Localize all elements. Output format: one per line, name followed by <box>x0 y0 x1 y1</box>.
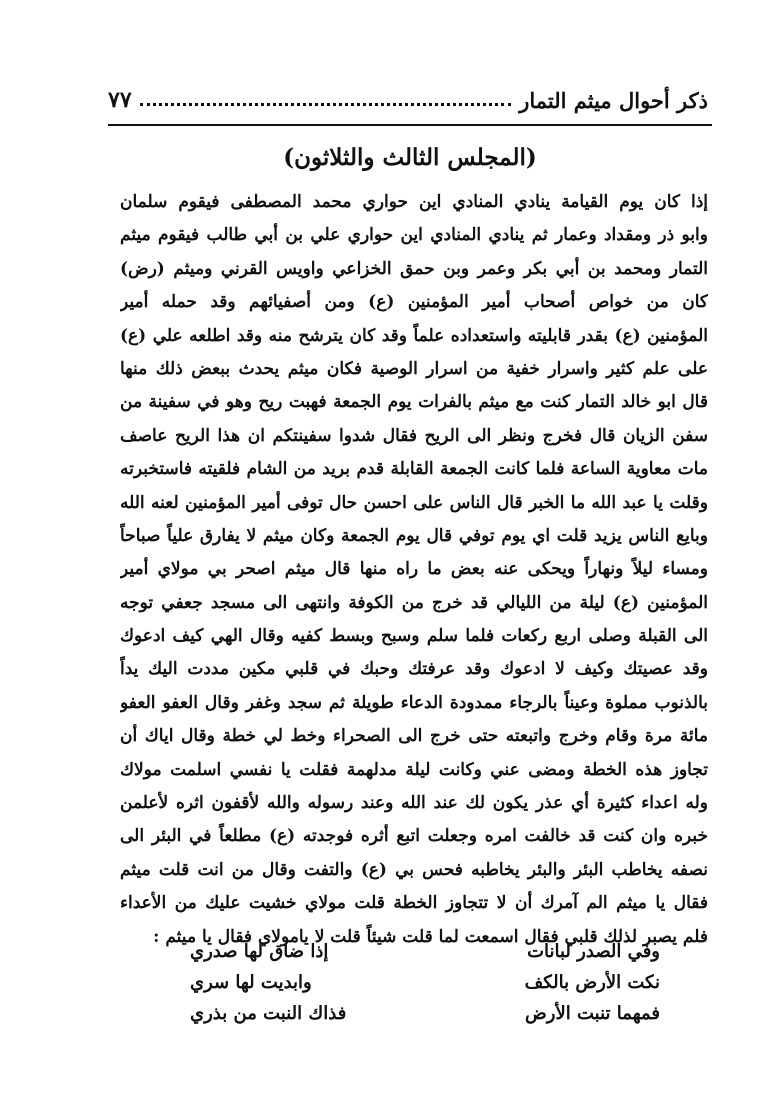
text-line: الى القبلة وصلى اربع ركعات فلما سلم وسبح وبسط كفيه وقال الهي كيف ادعوك <box>120 626 708 647</box>
text-line: سفن الزيان قال فخرج ونظر الى الريح فقال شدوا سفينتكم ان هذا الريح عاصف <box>120 425 708 446</box>
header-title: ذكر أحوال ميثم التمار <box>519 87 708 113</box>
text-line: خبره وان كنت قد خالفت امره وجعلت اتبع أثره فوجدته (ع) مطلعاً في البئر الى <box>120 826 708 847</box>
poem-hemistich-first: وفي الصدر لبانات <box>527 941 660 962</box>
text-line: على علم كثير واسرار خفية من اسرار الوصية فكان ميثم يحدث ببعض ذلك منها <box>120 358 708 379</box>
text-line: مائة مرة وقام وخرج واتبعته حتى خرج الى الصحراء وخط لي خطة وقال اياك أن <box>120 726 708 747</box>
text-line: المؤمنين (ع) ليلة من الليالي قد خرج من الكوفة وانتهى الى مسجد جعفي توجه <box>120 592 708 613</box>
text-line: التمار ومحمد بن أبي بكر وعمر وبن حمق الخزاعي واويس القرني وميثم (رض) <box>120 258 708 279</box>
text-line: بالذنوب مملوة وعيناً بالرجاء ممدودة الدعاء طويلة ثم سجد وغفر وقال العفو العفو <box>120 692 708 713</box>
poem-hemistich-first: فمهما تنبت الأرض <box>525 1003 660 1024</box>
text-line: تجاوز هذه الخطة ومضى عني وكانت ليلة مدلهمة فقلت يا نفسي اسلمت مولاك <box>120 759 708 780</box>
text-line: ومساء ليلاً ونهاراً ويحكى عنه بعض ما راه منها قال ميثم اصحر بي مولاي أمير <box>120 559 708 580</box>
poem-hemistich-second: وابديت لها سري <box>190 972 312 993</box>
page-number: ٧٧ <box>108 87 132 113</box>
poem-verse <box>190 936 660 967</box>
poem-hemistich-second: فذاك النبت من بذري <box>190 1003 347 1024</box>
text-line: المؤمنين (ع) بقدر قابليته واستعداده علماً وقد كان يترشح منه وقد اطلعه علي (ع) <box>120 325 708 346</box>
poem-verse <box>190 998 660 1029</box>
running-header <box>108 78 708 122</box>
body-text <box>120 186 708 954</box>
text-line: وابو ذر ومقداد وعمار ثم ينادي المنادي اين حواري علي بن أبي طالب فيقوم ميثم <box>120 225 708 246</box>
text-line: مات معاوية الساعة فلما كانت الجمعة القابلة قدم بريد من الشام فلقيته فاستخبرته <box>120 459 708 480</box>
text-line: قال ابو خالد التمار كنت مع ميثم بالفرات يوم الجمعة فهبت ريح وهو في سفينة من <box>120 392 708 413</box>
text-line: كان من خواص أصحاب أمير المؤمنين (ع) ومن أصفيائهم وقد حمله أمير <box>120 292 708 313</box>
poem <box>190 936 660 1029</box>
text-line: وقلت يا عبد الله ما الخبر قال الناس على احسن حال توفى أمير المؤمنين لعنه الله <box>120 492 708 513</box>
header-rule <box>108 124 712 126</box>
text-line: وبايع الناس يزيد قلت اي يوم توفي قال يوم الجمعة وكان ميثم لا يفارق علياً صباحاً <box>120 525 708 546</box>
text-line: وقد عصيتك وكيف لا ادعوك وقد عرفتك وحبك في قلبي مكين مددت اليك يداً <box>120 659 708 680</box>
header-dot-leader <box>140 103 512 106</box>
text-line: فقال يا ميثم الم آمرك أن لا تتجاوز الخطة قلت مولاي خشيت عليك من الأعداء <box>120 893 708 914</box>
session-title: (المجلس الثالث والثلاثون) <box>283 144 537 171</box>
text-line: إذا كان يوم القيامة ينادي المنادي اين حواري محمد المصطفى فيقوم سلمان <box>120 192 708 212</box>
poem-verse <box>190 967 660 998</box>
text-line: وله اعداء كثيرة أي عذر يكون لك عند الله وعند رسوله والله لأقفون اثره لأعلمن <box>120 793 708 814</box>
text-line: فلم يصبر لذلك قلبي فقال اسمعت لما قلت شيئاً قلت لا يامولاي فقال يا ميثم : <box>153 926 708 947</box>
poem-hemistich-first: نكت الأرض بالكف <box>524 972 660 993</box>
text-line: نصفه يخاطب البئر والبئر يخاطبه فحس بي (ع) والتفت وقال من انت قلت ميثم <box>120 859 708 880</box>
poem-hemistich-second: إذا ضاق لها صدري <box>190 941 329 962</box>
